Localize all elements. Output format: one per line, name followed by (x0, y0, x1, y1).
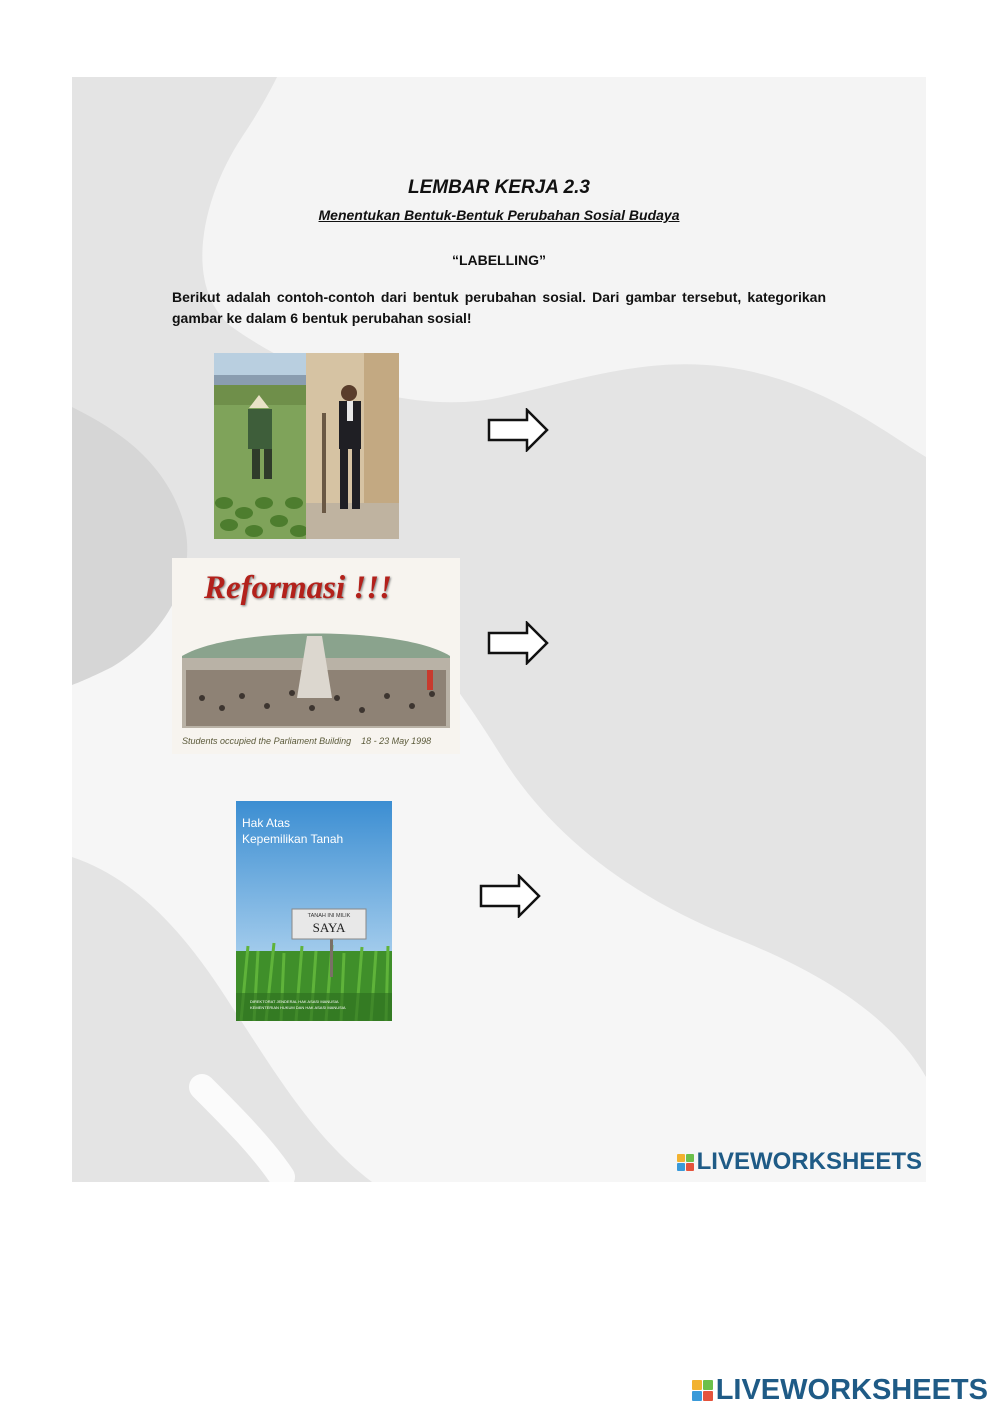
worksheet-title: LEMBAR KERJA 2.3 (408, 177, 590, 198)
poster-sign-small: TANAH INI MILIK (307, 913, 351, 919)
footer-liveworksheets-logo[interactable] (692, 1374, 988, 1407)
logo-square (703, 1380, 713, 1390)
logo-text: LIVEWORKSHEETS (696, 1148, 922, 1175)
logo-square (686, 1154, 694, 1162)
poster-footer-line2: KEMENTERIAN HUKUM DAN HAK ASASI MANUSIA (250, 1005, 346, 1010)
reformasi-headline: Reformasi !!! (204, 570, 392, 606)
poster-title-line1: Hak Atas (242, 816, 291, 830)
footer-logo-text: LIVEWORKSHEETS (715, 1374, 988, 1406)
land-rights-poster (236, 801, 392, 1021)
poster-title-line2: Kepemilikan Tanah (242, 832, 344, 846)
poster-footer-line1: DIREKTORAT JENDERAL HAK ASASI MANUSIA (250, 999, 339, 1004)
liveworksheets-logo-icon (692, 1380, 713, 1401)
reformasi-caption: Students occupied the Parliament Building 18 - 23 May 1998 (182, 736, 432, 746)
liveworksheets-logo (677, 1148, 922, 1176)
logo-square (677, 1163, 685, 1171)
instructions-text: Berikut adalah contoh-contoh dari bentuk perubahan sosial. Dari gambar tersebut, kategorikan gambar ke dalam 6 bentuk perubahan sosial! (172, 289, 826, 326)
worksheet-page (72, 77, 926, 1182)
poster-sign-big: SAYA (312, 920, 346, 935)
arrow-right-icon (479, 874, 541, 918)
logo-square (703, 1391, 713, 1401)
logo-square (686, 1163, 694, 1171)
arrow-right-icon (487, 621, 549, 665)
logo-square (692, 1380, 702, 1390)
reformasi-image (172, 558, 460, 754)
logo-square (692, 1391, 702, 1401)
liveworksheets-logo-icon (677, 1154, 694, 1171)
farmer-businessman-image (214, 353, 399, 539)
arrow-right-icon (487, 408, 549, 452)
worksheet-subtitle: Menentukan Bentuk-Bentuk Perubahan Sosial Budaya (318, 207, 680, 223)
activity-label: “LABELLING” (451, 252, 547, 268)
logo-square (677, 1154, 685, 1162)
